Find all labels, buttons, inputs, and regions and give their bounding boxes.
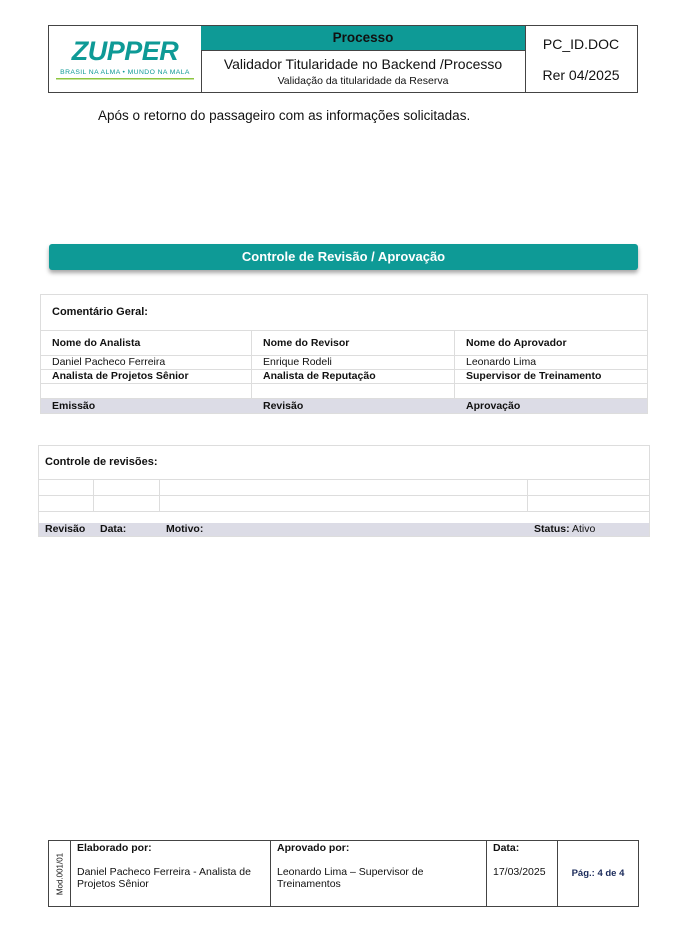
document-subtitle: Validação da titularidade da Reserva <box>277 75 449 87</box>
label-approval: Aprovação <box>466 400 521 412</box>
revision-cell <box>160 496 528 511</box>
document-header <box>48 25 638 93</box>
label-status: Status: <box>534 523 570 535</box>
approved-value: Leonardo Lima – Supervisor de Treinamentos <box>277 866 424 890</box>
status-value: Ativo <box>571 523 596 535</box>
table-row <box>41 370 647 384</box>
reviewer-role: Analista de Reputação <box>252 370 455 383</box>
signature-cell <box>455 384 647 398</box>
analyst-role: Analista de Projetos Sênior <box>41 370 252 383</box>
zupper-logo <box>49 26 201 92</box>
revision-cell <box>528 496 649 511</box>
revision-cell <box>528 480 649 495</box>
section-label: Processo <box>201 26 525 51</box>
page-cell <box>558 841 638 906</box>
analyst-name: Daniel Pacheco Ferreira <box>41 356 252 369</box>
table-row <box>41 331 647 356</box>
body-paragraph: Após o retorno do passageiro com as informações solicitadas. <box>98 108 471 123</box>
document-code: PC_ID.DOC <box>542 36 620 52</box>
table-row <box>39 446 649 480</box>
section-banner: Controle de Revisão / Aprovação <box>49 244 638 270</box>
status-field <box>528 523 595 536</box>
revision-cell <box>39 480 94 495</box>
header-reviewer: Nome do Revisor <box>252 331 455 355</box>
mod-code: Mod.001/01 <box>55 852 64 895</box>
table-row <box>39 496 649 512</box>
table-row <box>41 356 647 370</box>
label-review: Revisão <box>263 400 304 412</box>
table-row <box>39 480 649 496</box>
date-label: Data: <box>493 842 520 854</box>
reviewer-name: Enrique Rodeli <box>252 356 455 369</box>
revision-cell <box>39 496 94 511</box>
date-value: 17/03/2025 <box>493 866 546 878</box>
general-comment-label: Comentário Geral: <box>52 306 148 318</box>
document-footer <box>48 840 639 907</box>
logo-cell <box>49 26 202 92</box>
approved-cell <box>271 841 487 906</box>
header-approver: Nome do Aprovador <box>466 337 567 349</box>
table-row <box>39 523 649 536</box>
revision-cell <box>94 480 160 495</box>
logo-tagline: BRASIL NA ALMA • MUNDO NA MALA <box>60 69 190 76</box>
label-reason: Motivo: <box>166 523 204 535</box>
table-row <box>41 295 647 331</box>
revision-cell <box>160 480 528 495</box>
mod-cell <box>49 841 71 906</box>
label-date: Data: <box>100 523 127 535</box>
signature-cell <box>252 384 455 398</box>
title-cell <box>201 26 526 92</box>
revisions-table <box>38 445 650 537</box>
document-title: Validador Titularidade no Backend /Processo <box>223 56 503 72</box>
approval-table <box>40 294 648 414</box>
logo-underline <box>56 78 194 80</box>
approved-label: Aprovado por: <box>277 842 350 854</box>
table-row <box>41 384 647 399</box>
revisions-title: Controle de revisões: <box>45 456 158 468</box>
logo-wordmark: ZUPPER <box>71 36 179 66</box>
label-emission: Emissão <box>52 400 96 412</box>
label-revision: Revisão <box>45 523 86 535</box>
revision-cell <box>94 496 160 511</box>
page-number: Pág.: 4 de 4 <box>571 868 625 879</box>
prepared-label: Elaborado por: <box>77 842 152 854</box>
code-cell <box>525 26 637 92</box>
prepared-value: Daniel Pacheco Ferreira - Analista de Projetos Sênior <box>77 866 251 890</box>
header-analyst: Nome do Analista <box>41 331 252 355</box>
prepared-cell <box>71 841 271 906</box>
approver-role: Supervisor de Treinamento <box>466 370 602 382</box>
table-row <box>41 399 647 413</box>
signature-cell <box>41 384 252 398</box>
date-cell <box>487 841 558 906</box>
approver-name: Leonardo Lima <box>466 356 537 368</box>
document-revision: Rer 04/2025 <box>542 67 620 83</box>
